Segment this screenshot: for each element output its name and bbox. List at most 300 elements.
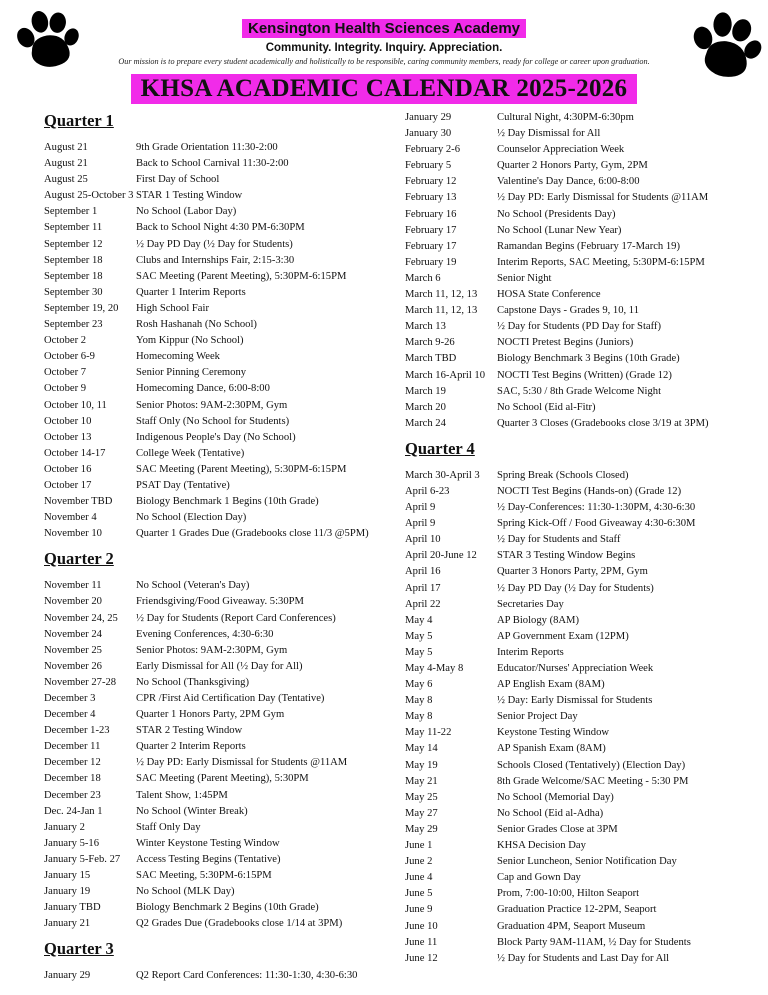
event-description: No School (MLK Day) bbox=[136, 886, 235, 898]
event-date: October 13 bbox=[44, 431, 92, 443]
event-description: NOCTI Test Begins (Written) (Grade 12) bbox=[497, 369, 672, 381]
event-date: March 13 bbox=[405, 321, 446, 333]
event-description: Evening Conferences, 4:30-6:30 bbox=[136, 628, 274, 640]
event-row bbox=[405, 368, 751, 384]
event-description: Graduation Practice 12-2PM, Seaport bbox=[497, 904, 657, 916]
event-date: February 5 bbox=[405, 160, 452, 172]
event-row bbox=[44, 140, 380, 156]
event-row bbox=[405, 223, 751, 239]
event-date: February 12 bbox=[405, 176, 457, 188]
event-description: No School (Election Day) bbox=[136, 512, 247, 524]
event-row bbox=[44, 852, 380, 868]
event-date: March TBD bbox=[405, 353, 457, 365]
event-row bbox=[44, 365, 380, 381]
event-date: April 9 bbox=[405, 502, 436, 514]
event-date: November 11 bbox=[44, 580, 102, 592]
event-row bbox=[405, 384, 751, 400]
event-date: March 9-26 bbox=[405, 337, 455, 349]
event-description: No School (Memorial Day) bbox=[497, 791, 614, 803]
event-row bbox=[405, 335, 751, 351]
event-row bbox=[405, 319, 751, 335]
event-row bbox=[44, 204, 380, 220]
event-description: Back to School Night 4:30 PM-6:30PM bbox=[136, 222, 305, 234]
event-row bbox=[44, 430, 380, 446]
event-date: October 14-17 bbox=[44, 447, 106, 459]
event-date: June 4 bbox=[405, 872, 433, 884]
event-description: SAC Meeting, 5:30PM-6:15PM bbox=[136, 870, 272, 882]
event-date: May 14 bbox=[405, 743, 438, 755]
event-date: December 11 bbox=[44, 741, 101, 753]
event-date: March 16-April 10 bbox=[405, 369, 486, 381]
event-row bbox=[405, 468, 751, 484]
event-description: AP English Exam (8AM) bbox=[497, 679, 605, 691]
event-description: Interim Reports bbox=[497, 646, 564, 658]
calendar-column-right bbox=[405, 110, 751, 985]
event-description: SAC, 5:30 / 8th Grade Welcome Night bbox=[497, 385, 662, 397]
event-description: Staff Only Day bbox=[136, 821, 201, 833]
event-description: STAR 3 Testing Window Begins bbox=[497, 550, 636, 562]
event-date: March 24 bbox=[405, 417, 446, 429]
event-date: April 6-23 bbox=[405, 485, 450, 497]
event-row bbox=[44, 611, 380, 627]
event-row bbox=[405, 548, 751, 564]
event-row bbox=[405, 919, 751, 935]
event-description: No School (Presidents Day) bbox=[497, 208, 616, 220]
event-description: No School (Winter Break) bbox=[136, 805, 248, 817]
event-date: March 11, 12, 13 bbox=[405, 289, 478, 301]
event-row bbox=[405, 142, 751, 158]
event-row bbox=[44, 381, 380, 397]
event-row bbox=[405, 613, 751, 629]
event-description: SAC Meeting (Parent Meeting), 5:30PM-6:15PM bbox=[136, 463, 347, 475]
event-date: June 2 bbox=[405, 856, 433, 868]
event-date: June 12 bbox=[405, 952, 438, 964]
quarter-heading: Quarter 4 bbox=[405, 438, 475, 458]
event-date: September 1 bbox=[44, 206, 98, 218]
event-description: Q2 Report Card Conferences: 11:30-1:30, 4:30-6:30 bbox=[136, 970, 358, 982]
event-date: October 17 bbox=[44, 479, 92, 491]
event-date: November 26 bbox=[44, 660, 102, 672]
event-date: March 30-April 3 bbox=[405, 469, 480, 481]
document-header bbox=[0, 0, 768, 104]
event-row bbox=[405, 564, 751, 580]
event-row bbox=[44, 478, 380, 494]
event-date: February 17 bbox=[405, 224, 457, 236]
event-description: 8th Grade Welcome/SAC Meeting - 5:30 PM bbox=[497, 775, 689, 787]
event-row bbox=[405, 774, 751, 790]
event-description: Ramandan Begins (February 17-March 19) bbox=[497, 240, 680, 252]
event-row bbox=[405, 158, 751, 174]
event-row bbox=[405, 661, 751, 677]
event-date: November 24, 25 bbox=[44, 612, 118, 624]
event-row bbox=[44, 723, 380, 739]
event-date: June 1 bbox=[405, 840, 433, 852]
event-date: April 16 bbox=[405, 566, 441, 578]
event-row bbox=[44, 968, 380, 984]
event-row bbox=[405, 693, 751, 709]
event-row bbox=[44, 594, 380, 610]
event-date: September 30 bbox=[44, 286, 103, 298]
event-row bbox=[44, 526, 380, 542]
event-row bbox=[405, 484, 751, 500]
event-date: January 30 bbox=[405, 128, 452, 140]
event-row bbox=[405, 500, 751, 516]
event-date: May 27 bbox=[405, 807, 438, 819]
event-date: August 25-October 3 bbox=[44, 190, 134, 202]
event-date: January 21 bbox=[44, 918, 91, 930]
event-description: Prom, 7:00-10:00, Hilton Seaport bbox=[497, 888, 640, 900]
event-row bbox=[44, 494, 380, 510]
event-description: Schools Closed (Tentatively) (Election Day) bbox=[497, 759, 686, 771]
event-date: April 17 bbox=[405, 582, 441, 594]
event-row bbox=[44, 771, 380, 787]
event-row bbox=[405, 126, 751, 142]
school-motto: Community. Integrity. Inquiry. Appreciation. bbox=[265, 42, 503, 54]
event-row bbox=[44, 253, 380, 269]
event-description: AP Spanish Exam (8AM) bbox=[497, 743, 606, 755]
event-row bbox=[44, 836, 380, 852]
event-description: No School (Veteran's Day) bbox=[136, 580, 250, 592]
page-title: KHSA ACADEMIC CALENDAR 2025-2026 bbox=[131, 74, 638, 104]
event-date: December 3 bbox=[44, 693, 96, 704]
event-description: Quarter 2 Honors Party, Gym, 2PM bbox=[497, 160, 648, 172]
calendar-column-left bbox=[44, 110, 380, 985]
event-date: December 18 bbox=[44, 773, 101, 785]
event-description: No School (Lunar New Year) bbox=[497, 224, 622, 236]
event-description: Homecoming Dance, 6:00-8:00 bbox=[136, 383, 270, 395]
event-row bbox=[405, 822, 751, 838]
event-description: Early Dismissal for All (½ Day for All) bbox=[136, 660, 303, 672]
event-date: September 11 bbox=[44, 222, 103, 234]
event-date: May 21 bbox=[405, 775, 438, 787]
event-date: October 10 bbox=[44, 415, 92, 427]
event-date: November 20 bbox=[44, 596, 102, 608]
event-row bbox=[44, 916, 380, 932]
event-row bbox=[44, 739, 380, 755]
event-row bbox=[44, 269, 380, 285]
event-row bbox=[405, 287, 751, 303]
event-description: HOSA State Conference bbox=[497, 289, 601, 301]
event-description: ½ Day PD: Early Dismissal for Students @11AM bbox=[136, 757, 348, 769]
event-description: Talent Show, 1:45PM bbox=[136, 789, 228, 801]
event-description: Secretaries Day bbox=[497, 598, 564, 610]
event-description: Graduation 4PM, Seaport Museum bbox=[497, 920, 646, 932]
event-row bbox=[405, 886, 751, 902]
event-date: Dec. 24-Jan 1 bbox=[44, 805, 103, 817]
event-date: May 25 bbox=[405, 791, 438, 803]
event-description: Quarter 1 Honors Party, 2PM Gym bbox=[136, 709, 285, 721]
event-description: College Week (Tentative) bbox=[136, 447, 245, 459]
mission-statement: Our mission is to prepare every student academically and holistically to be responsible, caring community members, ready for college or career upon graduation. bbox=[118, 57, 650, 66]
event-description: Senior Night bbox=[497, 272, 552, 284]
event-description: ½ Day for Students (Report Card Conferences) bbox=[136, 612, 336, 624]
event-date: May 29 bbox=[405, 823, 438, 835]
event-date: October 16 bbox=[44, 463, 92, 475]
event-row bbox=[405, 416, 751, 432]
event-row bbox=[44, 691, 380, 707]
event-description: Clubs and Internships Fair, 2:15-3:30 bbox=[136, 254, 295, 266]
event-description: Friendsgiving/Food Giveaway. 5:30PM bbox=[136, 596, 304, 608]
event-date: February 17 bbox=[405, 240, 457, 252]
event-row bbox=[405, 351, 751, 367]
event-description: Biology Benchmark 1 Begins (10th Grade) bbox=[136, 496, 319, 508]
event-description: ½ Day PD: Early Dismissal for Students @11AM bbox=[497, 192, 709, 204]
event-description: Senior Photos: 9AM-2:30PM, Gym bbox=[136, 399, 288, 411]
quarter-heading: Quarter 2 bbox=[44, 549, 114, 569]
event-description: Cap and Gown Day bbox=[497, 872, 581, 884]
event-date: November TBD bbox=[44, 496, 113, 508]
event-description: ½ Day for Students and Last Day for All bbox=[497, 952, 670, 964]
event-date: October 6-9 bbox=[44, 351, 95, 363]
event-row bbox=[44, 446, 380, 462]
event-date: May 19 bbox=[405, 759, 438, 771]
event-description: Access Testing Begins (Tentative) bbox=[136, 853, 281, 865]
event-row bbox=[44, 414, 380, 430]
event-date: November 25 bbox=[44, 644, 102, 656]
event-date: December 12 bbox=[44, 757, 101, 769]
event-date: September 23 bbox=[44, 319, 103, 331]
event-row bbox=[44, 707, 380, 723]
event-date: May 11-22 bbox=[405, 727, 452, 739]
event-date: April 20-June 12 bbox=[405, 550, 477, 562]
event-description: Capstone Days - Grades 9, 10, 11 bbox=[497, 305, 640, 317]
event-date: January 5-Feb. 27 bbox=[44, 853, 121, 865]
event-date: March 6 bbox=[405, 272, 441, 284]
event-description: ½ Day-Conferences: 11:30-1:30PM, 4:30-6:30 bbox=[497, 502, 696, 514]
event-description: Biology Benchmark 2 Begins (10th Grade) bbox=[136, 902, 319, 914]
event-date: November 10 bbox=[44, 528, 102, 540]
school-name: Kensington Health Sciences Academy bbox=[242, 19, 526, 38]
event-description: Educator/Nurses' Appreciation Week bbox=[497, 663, 654, 674]
event-description: Homecoming Week bbox=[136, 351, 220, 363]
event-description: NOCTI Pretest Begins (Juniors) bbox=[497, 337, 634, 349]
event-row bbox=[405, 935, 751, 951]
event-description: Quarter 3 Closes (Gradebooks close 3/19 at 3PM) bbox=[497, 417, 709, 429]
event-description: KHSA Decision Day bbox=[497, 840, 586, 852]
event-row bbox=[405, 645, 751, 661]
event-date: October 2 bbox=[44, 335, 87, 347]
event-date: April 22 bbox=[405, 598, 441, 610]
event-row bbox=[405, 190, 751, 206]
event-date: November 27-28 bbox=[44, 676, 117, 688]
event-description: STAR 2 Testing Window bbox=[136, 725, 243, 737]
event-date: September 18 bbox=[44, 254, 103, 266]
event-date: September 19, 20 bbox=[44, 302, 119, 314]
event-date: January 29 bbox=[405, 112, 452, 123]
event-date: December 23 bbox=[44, 789, 101, 801]
event-row bbox=[405, 951, 751, 967]
event-row bbox=[405, 532, 751, 548]
event-description: Quarter 1 Interim Reports bbox=[136, 286, 246, 298]
event-description: Quarter 2 Interim Reports bbox=[136, 741, 246, 753]
event-date: August 25 bbox=[44, 174, 88, 186]
event-description: ½ Day Dismissal for All bbox=[497, 128, 601, 140]
event-date: May 8 bbox=[405, 695, 433, 707]
event-date: October 9 bbox=[44, 383, 87, 395]
event-row bbox=[405, 255, 751, 271]
event-date: January 2 bbox=[44, 821, 85, 833]
event-description: SAC Meeting (Parent Meeting), 5:30PM bbox=[136, 773, 309, 785]
event-description: Q2 Grades Due (Gradebooks close 1/14 at 3PM) bbox=[136, 918, 343, 930]
event-date: February 16 bbox=[405, 208, 457, 220]
event-description: Spring Kick-Off / Food Giveaway 4:30-6:30M bbox=[497, 518, 696, 530]
event-description: Senior Luncheon, Senior Notification Day bbox=[497, 856, 677, 868]
event-date: April 9 bbox=[405, 518, 436, 530]
event-row bbox=[44, 220, 380, 236]
event-row bbox=[405, 516, 751, 532]
event-description: Yom Kippur (No School) bbox=[136, 335, 244, 347]
event-row bbox=[44, 868, 380, 884]
event-row bbox=[44, 820, 380, 836]
event-date: January TBD bbox=[44, 902, 101, 914]
event-date: August 21 bbox=[44, 158, 88, 170]
event-row bbox=[44, 349, 380, 365]
event-description: Interim Reports, SAC Meeting, 5:30PM-6:15PM bbox=[497, 256, 705, 268]
event-row bbox=[44, 659, 380, 675]
event-date: June 9 bbox=[405, 904, 433, 916]
event-row bbox=[44, 317, 380, 333]
event-row bbox=[44, 900, 380, 916]
event-row bbox=[405, 709, 751, 725]
event-date: April 10 bbox=[405, 534, 441, 546]
calendar-columns bbox=[44, 110, 751, 985]
event-date: May 5 bbox=[405, 646, 433, 658]
event-description: Staff Only (No School for Students) bbox=[136, 415, 290, 427]
event-description: STAR 1 Testing Window bbox=[136, 190, 243, 202]
event-description: ½ Day: Early Dismissal for Students bbox=[497, 695, 653, 707]
event-description: 9th Grade Orientation 11:30-2:00 bbox=[136, 142, 278, 153]
event-row bbox=[405, 677, 751, 693]
event-date: January 5-16 bbox=[44, 837, 100, 849]
event-date: June 5 bbox=[405, 888, 433, 900]
event-description: Winter Keystone Testing Window bbox=[136, 837, 280, 849]
event-row bbox=[44, 627, 380, 643]
event-row bbox=[405, 597, 751, 613]
event-date: March 11, 12, 13 bbox=[405, 305, 478, 317]
event-date: February 13 bbox=[405, 192, 457, 204]
event-row bbox=[44, 188, 380, 204]
event-row bbox=[44, 755, 380, 771]
event-description: No School (Eid al-Adha) bbox=[497, 807, 604, 819]
event-row bbox=[405, 581, 751, 597]
event-date: May 5 bbox=[405, 630, 433, 642]
event-row bbox=[405, 758, 751, 774]
quarter-heading: Quarter 3 bbox=[44, 939, 114, 959]
event-date: March 20 bbox=[405, 401, 446, 413]
event-date: August 21 bbox=[44, 142, 88, 153]
event-description: No School (Labor Day) bbox=[136, 206, 237, 218]
event-description: Counselor Appreciation Week bbox=[497, 144, 625, 156]
event-description: Indigenous People's Day (No School) bbox=[136, 431, 296, 443]
event-description: Quarter 1 Grades Due (Gradebooks close 11/3 @5PM) bbox=[136, 528, 369, 540]
event-row bbox=[44, 884, 380, 900]
event-row bbox=[405, 806, 751, 822]
event-date: January 29 bbox=[44, 970, 91, 982]
paw-print-icon-right bbox=[681, 1, 768, 93]
event-row bbox=[405, 902, 751, 918]
event-date: January 15 bbox=[44, 870, 91, 882]
event-description: SAC Meeting (Parent Meeting), 5:30PM-6:15PM bbox=[136, 270, 347, 282]
event-date: May 4 bbox=[405, 614, 433, 626]
event-row bbox=[44, 172, 380, 188]
event-row bbox=[44, 398, 380, 414]
event-date: February 19 bbox=[405, 256, 457, 268]
event-date: September 18 bbox=[44, 270, 103, 282]
event-row bbox=[405, 174, 751, 190]
event-date: January 19 bbox=[44, 886, 91, 898]
paw-print-icon-left bbox=[8, 1, 83, 82]
event-description: High School Fair bbox=[136, 302, 209, 314]
event-row bbox=[405, 790, 751, 806]
event-row bbox=[405, 207, 751, 223]
event-description: Back to School Carnival 11:30-2:00 bbox=[136, 158, 289, 170]
event-row bbox=[405, 629, 751, 645]
event-row bbox=[405, 110, 751, 126]
event-row bbox=[405, 271, 751, 287]
event-date: December 4 bbox=[44, 709, 96, 721]
event-description: Senior Pinning Ceremony bbox=[136, 367, 247, 379]
event-description: Senior Grades Close at 3PM bbox=[497, 823, 618, 835]
event-description: AP Biology (8AM) bbox=[497, 614, 580, 626]
event-row bbox=[44, 510, 380, 526]
event-description: Biology Benchmark 3 Begins (10th Grade) bbox=[497, 353, 680, 365]
quarter-heading: Quarter 1 bbox=[44, 111, 114, 130]
event-description: ½ Day for Students and Staff bbox=[497, 534, 621, 546]
event-description: Rosh Hashanah (No School) bbox=[136, 319, 257, 331]
event-row bbox=[405, 400, 751, 416]
event-date: May 8 bbox=[405, 711, 433, 723]
event-date: May 4-May 8 bbox=[405, 663, 464, 674]
event-description: PSAT Day (Tentative) bbox=[136, 479, 230, 491]
event-date: November 4 bbox=[44, 512, 97, 524]
event-row bbox=[44, 643, 380, 659]
event-description: Valentine's Day Dance, 6:00-8:00 bbox=[497, 176, 640, 188]
event-row bbox=[405, 741, 751, 757]
event-row bbox=[405, 239, 751, 255]
event-row bbox=[405, 838, 751, 854]
event-row bbox=[44, 285, 380, 301]
event-description: Block Party 9AM-11AM, ½ Day for Students bbox=[497, 936, 691, 948]
event-row bbox=[405, 854, 751, 870]
event-row bbox=[44, 578, 380, 594]
event-description: ½ Day for Students (PD Day for Staff) bbox=[497, 321, 661, 333]
event-date: September 12 bbox=[44, 238, 103, 250]
event-date: March 19 bbox=[405, 385, 446, 397]
event-date: December 1-23 bbox=[44, 725, 110, 737]
event-description: CPR /First Aid Certification Day (Tentative) bbox=[136, 693, 325, 704]
event-date: June 11 bbox=[405, 936, 438, 948]
event-date: June 10 bbox=[405, 920, 438, 932]
event-description: Quarter 3 Honors Party, 2PM, Gym bbox=[497, 566, 648, 578]
event-description: First Day of School bbox=[136, 174, 220, 186]
event-date: May 6 bbox=[405, 679, 433, 691]
event-description: NOCTI Test Begins (Hands-on) (Grade 12) bbox=[497, 485, 682, 497]
event-description: Spring Break (Schools Closed) bbox=[497, 469, 629, 481]
event-row bbox=[44, 237, 380, 253]
event-row bbox=[44, 462, 380, 478]
event-row bbox=[44, 333, 380, 349]
event-description: AP Government Exam (12PM) bbox=[497, 630, 629, 642]
event-date: October 7 bbox=[44, 367, 87, 379]
event-description: ½ Day PD Day (½ Day for Students) bbox=[136, 238, 293, 250]
event-description: Senior Project Day bbox=[497, 711, 578, 723]
event-description: No School (Thanksgiving) bbox=[136, 676, 249, 688]
event-description: Keystone Testing Window bbox=[497, 727, 610, 739]
event-row bbox=[405, 870, 751, 886]
event-row bbox=[44, 675, 380, 691]
event-row bbox=[44, 804, 380, 820]
event-description: No School (Eid al-Fitr) bbox=[497, 401, 596, 413]
